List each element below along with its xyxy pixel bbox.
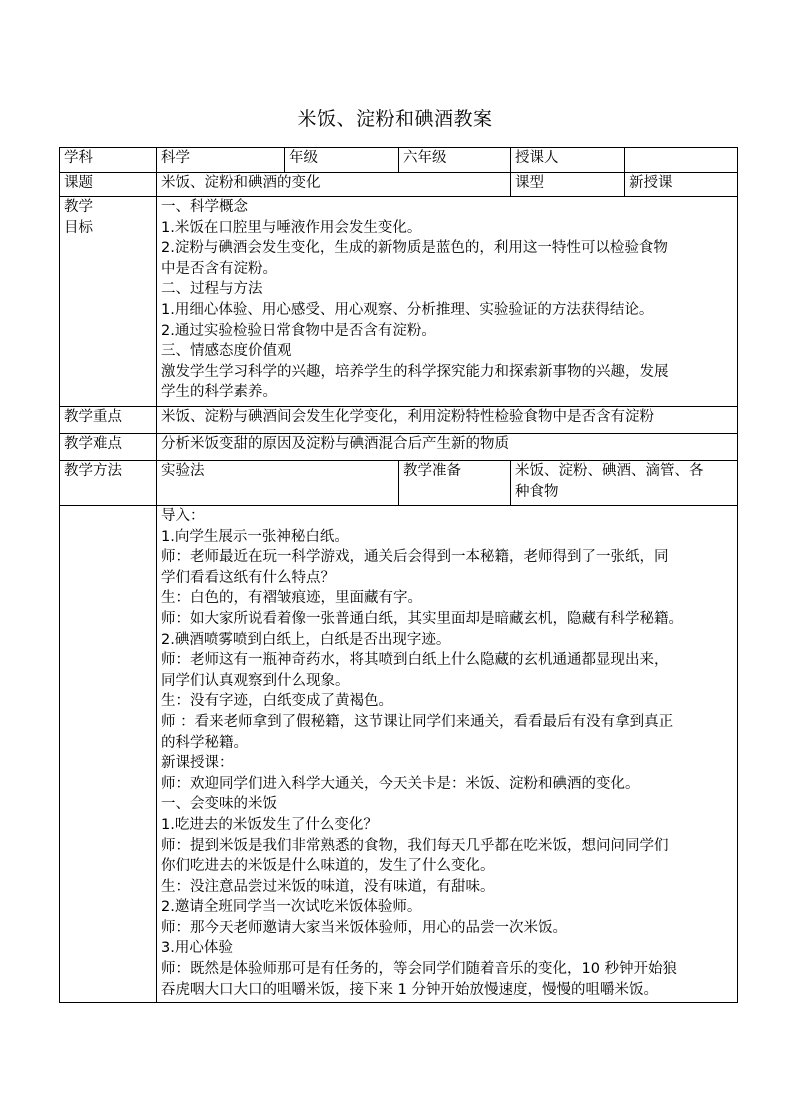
process-line: 2.碘酒喷雾喷到白纸上，白纸是否出现字迹。	[161, 631, 451, 648]
process-line: 你们吃进去的米饭是什么味道的，发生了什么变化。	[161, 858, 495, 875]
method-value: 实验法	[157, 461, 399, 506]
method-row	[60, 461, 738, 506]
goals-line: 激发学生学习科学的兴趣，培养学生的科学探究能力和探索新事物的兴趣，发展	[161, 363, 669, 380]
goals-content	[157, 197, 738, 407]
goals-line: 学生的科学素养。	[161, 384, 277, 401]
topic-label: 课题	[60, 173, 157, 197]
process-line: 新课授课：	[161, 755, 234, 772]
subject-label: 学科	[60, 148, 157, 173]
process-line: 生：没注意品尝过米饭的味道，没有味道，有甜味。	[161, 878, 495, 895]
teacher-label: 授课人	[511, 148, 625, 173]
method-label: 教学方法	[60, 461, 157, 506]
key-points-label: 教学重点	[60, 407, 157, 434]
process-line: 导入：	[161, 508, 205, 524]
goals-row	[60, 197, 738, 407]
grade-label: 年级	[285, 148, 399, 173]
process-line: 1.向学生展示一张神秘白纸。	[161, 528, 349, 545]
goals-label-line-1: 教学	[64, 199, 93, 215]
process-line: 3.用心体验	[161, 940, 233, 957]
process-line: 师：老师这有一瓶神奇药水，将其喷到白纸上什么隐藏的玄机通通都显现出来，	[161, 652, 669, 669]
topic-value: 米饭、淀粉和碘酒的变化	[157, 173, 511, 197]
difficulties-text: 分析米饭变甜的原因及淀粉与碘酒混合后产生新的物质	[161, 436, 509, 452]
prep-label: 教学准备	[399, 461, 511, 506]
lesson-plan-table	[59, 147, 738, 1003]
difficulties-label: 教学难点	[60, 434, 157, 461]
goals-label-line-2: 目标	[64, 219, 93, 236]
goals-line: 2.通过实验检验日常食物中是否含有淀粉。	[161, 322, 436, 339]
process-line: 师：既然是体验师那可是有任务的，等会同学们随着音乐的变化，10 秒钟开始狼	[161, 961, 678, 978]
prep-line: 种食物	[515, 483, 559, 500]
teacher-value	[625, 148, 738, 173]
process-line: 同学们认真观察到什么现象。	[161, 672, 350, 689]
lesson-type-value: 新授课	[625, 173, 738, 197]
process-line: 吞虎咽大口大口的咀嚼米饭，接下来 1 分钟开始放慢速度，慢慢的咀嚼米饭。	[161, 981, 658, 998]
difficulties-value	[157, 434, 738, 461]
process-line: 生：没有字迹，白纸变成了黄褐色。	[161, 693, 393, 710]
topic-row	[60, 173, 738, 197]
process-line: 学们看看这纸有什么特点？	[161, 569, 335, 586]
lesson-type-label: 课型	[511, 173, 625, 197]
process-line: 一、会变味的米饭	[161, 796, 277, 813]
grade-value: 六年级	[399, 148, 511, 173]
process-line: 生：白色的，有褶皱痕迹，里面藏有字。	[161, 590, 422, 607]
goals-line: 中是否含有淀粉。	[161, 260, 277, 277]
process-line: 师 ：看来老师拿到了假秘籍，这节课让同学们来通关，看看最后有没有拿到真正	[161, 713, 674, 730]
process-line: 1.吃进去的米饭发生了什么变化？	[161, 816, 378, 833]
goals-line: 三、情感态度价值观	[161, 343, 292, 360]
process-line: 师：如大家所说看着像一张普通白纸，其实里面却是暗藏玄机，隐藏有科学秘籍。	[161, 610, 683, 627]
goals-line: 1.米饭在口腔里与唾液作用会发生变化。	[161, 219, 422, 236]
difficulties-row	[60, 434, 738, 461]
key-points-row	[60, 407, 738, 434]
prep-line: 米饭、淀粉、碘酒、滴管、各	[515, 463, 704, 479]
process-line: 师：提到米饭是我们非常熟悉的食物，我们每天几乎都在吃米饭，想问问同学们	[161, 837, 669, 854]
process-line: 师：老师最近在玩一科学游戏，通关后会得到一本秘籍，老师得到了一张纸，同	[161, 549, 669, 566]
goals-line: 一、科学概念	[161, 199, 248, 215]
goals-line: 2.淀粉与碘酒会发生变化，生成的新物质是蓝色的，利用这一特性可以检验食物	[161, 240, 668, 257]
process-line: 2.邀请全班同学当一次试吃米饭体验师。	[161, 899, 422, 916]
process-row	[60, 506, 738, 1003]
process-line: 的科学秘籍。	[161, 734, 248, 751]
process-line: 师：欢迎同学们进入科学大通关，今天关卡是：米饭、淀粉和碘酒的变化。	[161, 775, 640, 792]
process-label	[60, 506, 157, 1003]
goals-line: 二、过程与方法	[161, 281, 263, 298]
goals-label	[60, 197, 157, 407]
goals-line: 1.用细心体验、用心感受、用心观察、分析推理、实验验证的方法获得结论。	[161, 301, 654, 318]
prep-value	[511, 461, 738, 506]
document-title: 米饭、淀粉和碘酒教案	[297, 108, 493, 130]
process-line: 师：那今天老师邀请大家当米饭体验师，用心的品尝一次米饭。	[161, 919, 567, 936]
key-points-text: 米饭、淀粉与碘酒间会发生化学变化，利用淀粉特性检验食物中是否含有淀粉	[161, 409, 654, 425]
process-content	[157, 506, 738, 1003]
header-row	[60, 148, 738, 173]
subject-value: 科学	[157, 148, 285, 173]
key-points-value	[157, 407, 738, 434]
